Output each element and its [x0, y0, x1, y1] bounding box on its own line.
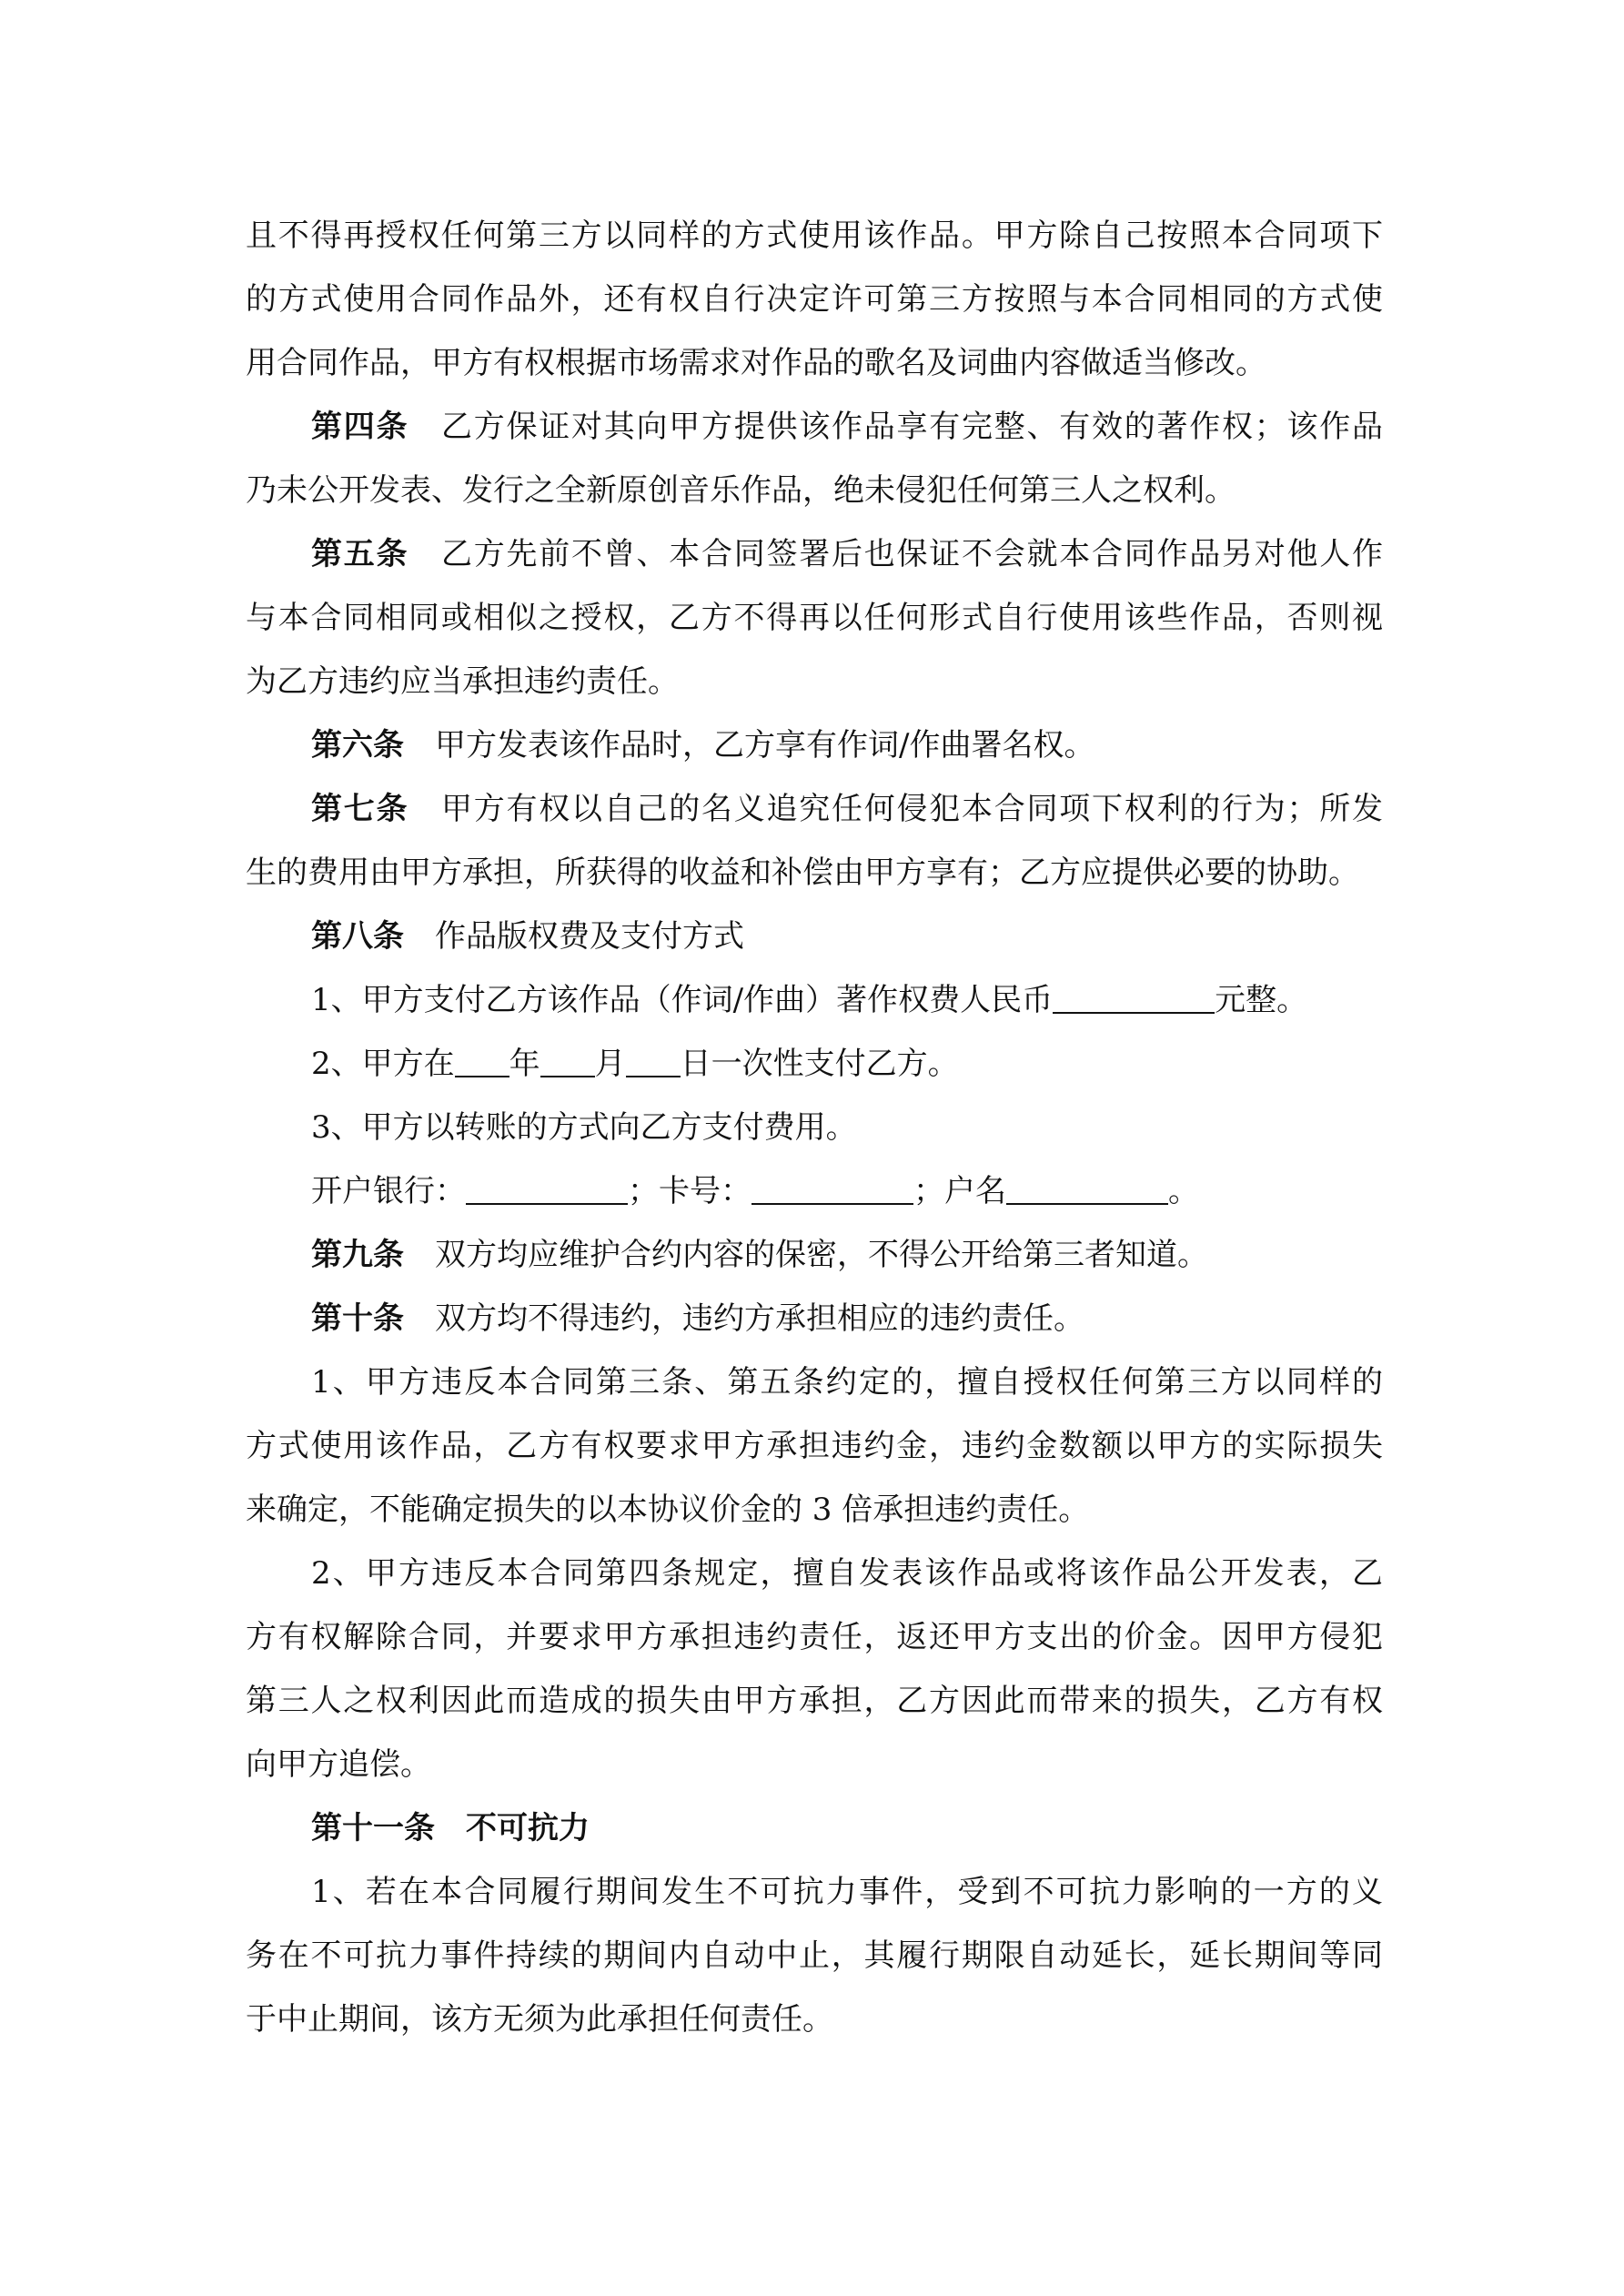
article-11-item-1-line-3: 于中止期间，该方无须为此承担任何责任。	[246, 2001, 833, 2038]
article-6-line-1: 甲方发表该作品时，乙方享有作词/作曲署名权。	[435, 727, 1095, 764]
article-7-line-1: 甲方有权以自己的名义追究任何侵犯本合同项下权利的行为；所发	[439, 791, 1383, 827]
card-label: ；卡号：	[628, 1173, 751, 1209]
month-blank	[540, 1039, 595, 1077]
article-6	[311, 713, 1383, 777]
bank-info-line	[311, 1159, 1383, 1223]
day-blank	[626, 1039, 681, 1077]
article-8	[311, 905, 1383, 968]
article-11-label: 第十一条	[311, 1810, 435, 1846]
article-8-item-1-text: 1、甲方支付乙方该作品（作词/作曲）著作权费人民币	[311, 982, 1054, 1018]
article-11	[311, 1796, 1383, 1860]
bank-label: 开户银行：	[311, 1173, 466, 1209]
article-7	[311, 777, 1383, 841]
article-8-item-1-end: 元整。	[1215, 982, 1308, 1018]
article-11-title: 不可抗力	[466, 1810, 590, 1846]
article-10-item-2-line-4: 向甲方追偿。	[246, 1746, 431, 1783]
article-7-line-2: 生的费用由甲方承担，所获得的收益和补偿由甲方享有；乙方应提供必要的协助。	[246, 855, 1359, 891]
article-9-line-1: 双方均应维护合约内容的保密，不得公开给第三者知道。	[435, 1237, 1208, 1273]
article-5-line-1: 乙方先前不曾、本合同签署后也保证不会就本合同作品另对他人作	[439, 536, 1383, 572]
article-5-line-2: 与本合同相同或相似之授权，乙方不得再以任何形式自行使用该些作品，否则视	[246, 600, 1383, 636]
article-6-label: 第六条	[311, 727, 404, 764]
fee-amount-blank	[1053, 976, 1215, 1014]
article-4-line-1: 乙方保证对其向甲方提供该作品享有完整、有效的著作权；该作品	[439, 409, 1383, 445]
article-10-item-1-line-2: 方式使用该作品，乙方有权要求甲方承担违约金，违约金数额以甲方的实际损失	[246, 1428, 1383, 1464]
article-7-label: 第七条	[311, 791, 409, 827]
bank-blank	[466, 1167, 628, 1205]
year-label: 年	[509, 1046, 540, 1082]
article-10-item-1-line-1: 1、甲方违反本合同第三条、第五条约定的，擅自授权任何第三方以同样的	[311, 1364, 1383, 1401]
article-10	[311, 1287, 1383, 1350]
article3-cont-line-2: 的方式使用合同作品外，还有权自行决定许可第三方按照与本合同相同的方式使	[246, 281, 1383, 318]
article-9	[311, 1223, 1383, 1287]
article-8-title: 作品版权费及支付方式	[435, 918, 744, 955]
article-5-label: 第五条	[311, 536, 409, 572]
account-name-blank	[1006, 1167, 1168, 1205]
article-8-item-1	[311, 968, 1383, 1032]
article-8-item-2	[311, 1032, 1383, 1096]
year-blank	[455, 1039, 509, 1077]
article-5-line-3: 为乙方违约应当承担违约责任。	[246, 663, 679, 700]
card-blank	[751, 1167, 913, 1205]
article-9-label: 第九条	[311, 1237, 404, 1273]
article-10-item-2-line-3: 第三人之权利因此而造成的损失由甲方承担，乙方因此而带来的损失，乙方有权	[246, 1683, 1383, 1719]
bank-line-end: 。	[1168, 1173, 1199, 1209]
article-4-line-2: 乃未公开发表、发行之全新原创音乐作品，绝未侵犯任何第三人之权利。	[246, 472, 1236, 509]
article-5	[311, 522, 1383, 586]
account-name-label: ；户名	[913, 1173, 1006, 1209]
article-8-item-2-text: 2、甲方在	[311, 1046, 455, 1082]
article3-cont-line-3: 用合同作品，甲方有权根据市场需求对作品的歌名及词曲内容做适当修改。	[246, 345, 1266, 381]
article-8-label: 第八条	[311, 918, 404, 955]
article-10-item-2-line-1: 2、甲方违反本合同第四条规定，擅自发表该作品或将该作品公开发表，乙	[311, 1555, 1383, 1592]
article-10-line-1: 双方均不得违约，违约方承担相应的违约责任。	[435, 1300, 1084, 1337]
article3-cont-line-1: 且不得再授权任何第三方以同样的方式使用该作品。甲方除自己按照本合同项下	[246, 217, 1383, 254]
day-label: 日一次性支付乙方。	[680, 1046, 959, 1082]
article-11-item-1-line-2: 务在不可抗力事件持续的期间内自动中止，其履行期限自动延长，延长期间等同	[246, 1937, 1383, 1974]
article-10-item-2-line-2: 方有权解除合同，并要求甲方承担违约责任，返还甲方支出的价金。因甲方侵犯	[246, 1619, 1383, 1655]
month-label: 月	[594, 1046, 626, 1082]
article-4	[311, 395, 1383, 459]
article-10-item-1-line-3: 来确定，不能确定损失的以本协议价金的 3 倍承担违约责任。	[246, 1492, 1090, 1528]
article-8-item-3: 3、甲方以转账的方式向乙方支付费用。	[311, 1109, 857, 1146]
article-11-item-1-line-1: 1、若在本合同履行期间发生不可抗力事件，受到不可抗力影响的一方的义	[311, 1874, 1383, 1910]
article-10-label: 第十条	[311, 1300, 404, 1337]
article-4-label: 第四条	[311, 409, 409, 445]
